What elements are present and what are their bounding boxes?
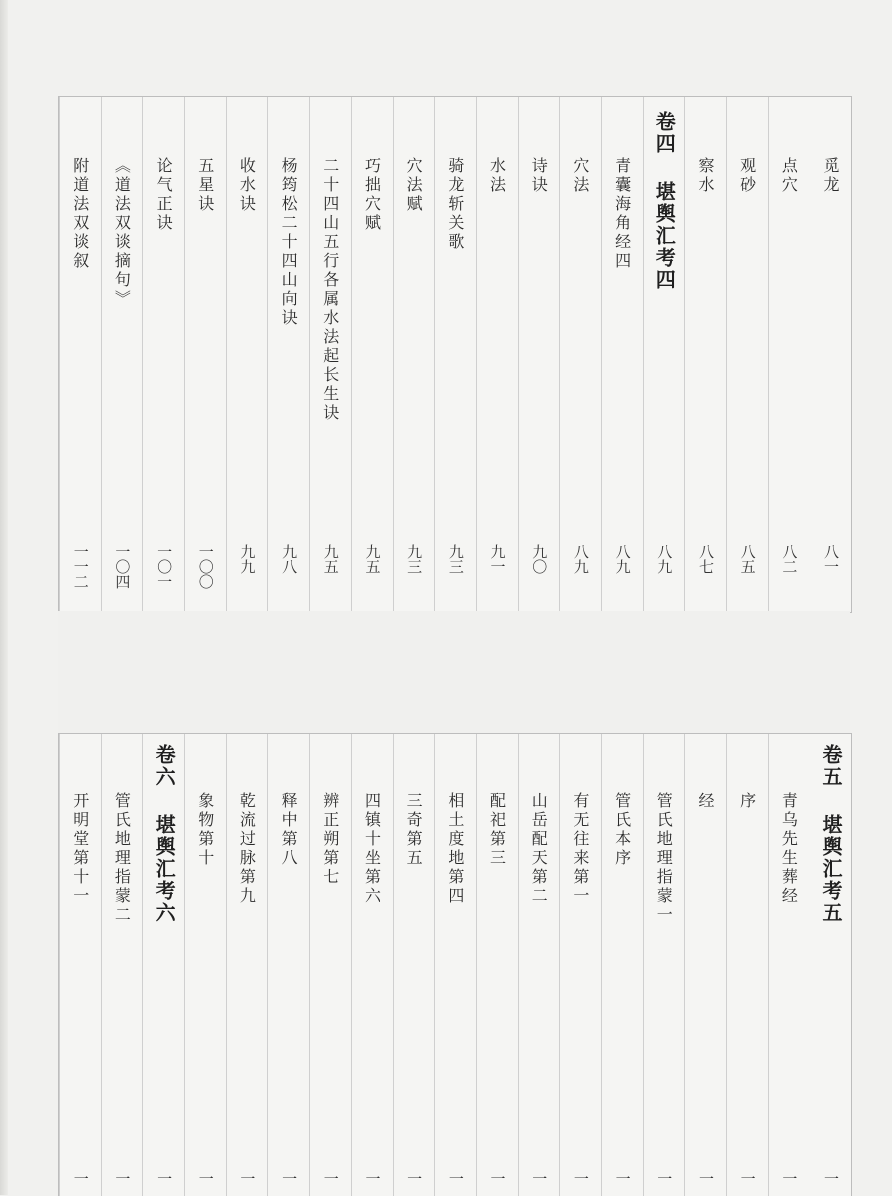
- toc-entry: [518, 734, 560, 1196]
- page-number: 一: [238, 1171, 257, 1186]
- entry-title: 青囊海角经四: [612, 157, 632, 271]
- toc-entry: [559, 97, 601, 612]
- toc-entry: [809, 734, 851, 1196]
- entry-title: 水法: [487, 157, 507, 195]
- toc-entry: [726, 97, 768, 612]
- page-number: 九五: [321, 544, 340, 574]
- entry-title: 管氏地理指蒙一: [654, 792, 674, 925]
- entry-title: 附道法双谈叙: [70, 157, 90, 271]
- toc-entry: [768, 734, 810, 1196]
- toc-entry: [476, 734, 518, 1196]
- entry-title: 开明堂第十一: [70, 792, 90, 906]
- toc-entry: [601, 97, 643, 612]
- entry-title: 山岳配天第二: [529, 792, 549, 906]
- toc-entry: [684, 734, 726, 1196]
- toc-entry: [601, 734, 643, 1196]
- entry-title: 象物第十: [195, 792, 215, 868]
- toc-entry: [267, 97, 309, 612]
- toc-entry: [226, 734, 268, 1196]
- page-number: 一〇四: [113, 544, 132, 589]
- page-number: 八二: [780, 544, 799, 574]
- toc-entry: [184, 97, 226, 612]
- page-number: 一: [780, 1171, 799, 1186]
- toc-entry: [226, 97, 268, 612]
- page-number: 一一二: [71, 544, 90, 589]
- toc-entry: [101, 97, 143, 612]
- page-number: 九九: [238, 544, 257, 574]
- toc-entry: [267, 734, 309, 1196]
- page-number: 一: [696, 1171, 715, 1186]
- page-number: 一: [446, 1171, 465, 1186]
- section-gap: [58, 611, 850, 733]
- toc-entry: [184, 734, 226, 1196]
- entry-title: 经: [695, 792, 715, 811]
- entry-title: 《道法双谈摘句》: [112, 157, 132, 309]
- entry-title: 乾流过脉第九: [237, 792, 257, 906]
- toc-entry: [393, 97, 435, 612]
- entry-title: 有无往来第一: [570, 792, 590, 906]
- entry-title: 管氏地理指蒙二: [112, 792, 132, 925]
- page-number: 一: [113, 1171, 132, 1186]
- page-number: 九三: [446, 544, 465, 574]
- page-number: 八九: [571, 544, 590, 574]
- entry-title: 四镇十坐第六: [362, 792, 382, 906]
- volume-heading: 卷六 堪舆汇考六: [152, 744, 177, 924]
- page-number: 八五: [738, 544, 757, 574]
- entry-title: 序: [737, 792, 757, 811]
- page-number: 九〇: [530, 544, 549, 574]
- page-number: 一: [71, 1171, 90, 1186]
- entry-title: 察水: [695, 157, 715, 195]
- toc-entry: [809, 97, 851, 612]
- toc-entry: [142, 97, 184, 612]
- page-number: 九三: [405, 544, 424, 574]
- toc-entry: [559, 734, 601, 1196]
- entry-title: 收水诀: [237, 157, 257, 214]
- toc-entry: [726, 734, 768, 1196]
- page-number: 一: [530, 1171, 549, 1186]
- entry-title: 穴法: [570, 157, 590, 195]
- toc-entry: [351, 734, 393, 1196]
- page-number: 八一: [822, 544, 840, 574]
- entry-title: 青乌先生葬经: [779, 792, 799, 906]
- page-number: 一: [196, 1171, 215, 1186]
- toc-entry: [351, 97, 393, 612]
- page-binding-edge: [0, 0, 8, 1195]
- toc-entry: [393, 734, 435, 1196]
- entry-title: 释中第八: [279, 792, 299, 868]
- toc-entry: [59, 97, 101, 612]
- toc-entry: [142, 734, 184, 1196]
- entry-title: 巧拙穴赋: [362, 157, 382, 233]
- entry-title: 觅龙: [821, 157, 840, 195]
- entry-title: 诗诀: [529, 157, 549, 195]
- page-number: 一: [280, 1171, 299, 1186]
- page-number: 九五: [363, 544, 382, 574]
- entry-title: 穴法赋: [404, 157, 424, 214]
- toc-entry: [309, 97, 351, 612]
- page-number: 九一: [488, 544, 507, 574]
- toc-block-lower: [58, 733, 852, 1196]
- entry-title: 配祀第三: [487, 792, 507, 868]
- page-number: 一: [488, 1171, 507, 1186]
- page-number: 八九: [655, 544, 674, 574]
- entry-title: 辨正朔第七: [320, 792, 340, 887]
- page-number: 一: [363, 1171, 382, 1186]
- page-number: 八七: [696, 544, 715, 574]
- toc-entry: [59, 734, 101, 1196]
- page-number: 一〇〇: [196, 544, 215, 589]
- entry-title: 二十四山五行各属水法起长生诀: [320, 157, 340, 423]
- toc-entry: [434, 734, 476, 1196]
- toc-entry: [476, 97, 518, 612]
- toc-entry: [518, 97, 560, 612]
- entry-title: 五星诀: [195, 157, 215, 214]
- page-number: 九八: [280, 544, 299, 574]
- volume-heading: 卷四 堪舆汇考四: [652, 111, 677, 291]
- toc-entry: [309, 734, 351, 1196]
- entry-title: 相土度地第四: [445, 792, 465, 906]
- page-number: 一: [738, 1171, 757, 1186]
- page-number: 一: [655, 1171, 674, 1186]
- entry-title: 管氏本序: [612, 792, 632, 868]
- toc-entry: [101, 734, 143, 1196]
- page-number: 一: [822, 1171, 840, 1186]
- entry-title: 点穴: [779, 157, 799, 195]
- toc-entry: [684, 97, 726, 612]
- page-number: 一: [321, 1171, 340, 1186]
- volume-heading: 卷五 堪舆汇考五: [819, 744, 843, 924]
- toc-entry: [643, 734, 685, 1196]
- page-number: 一〇一: [155, 544, 174, 589]
- entry-title: 论气正诀: [154, 157, 174, 233]
- page-number: 一: [571, 1171, 590, 1186]
- page-number: 一: [405, 1171, 424, 1186]
- page-number: 八九: [613, 544, 632, 574]
- entry-title: 三奇第五: [404, 792, 424, 868]
- toc-block-upper: [58, 96, 852, 613]
- entry-title: 骑龙斩关歌: [445, 157, 465, 252]
- toc-entry: [643, 97, 685, 612]
- entry-title: 杨筠松二十四山向诀: [279, 157, 299, 328]
- entry-title: 观砂: [737, 157, 757, 195]
- page-number: 一: [613, 1171, 632, 1186]
- toc-entry: [434, 97, 476, 612]
- toc-entry: [768, 97, 810, 612]
- page-number: 一: [155, 1171, 174, 1186]
